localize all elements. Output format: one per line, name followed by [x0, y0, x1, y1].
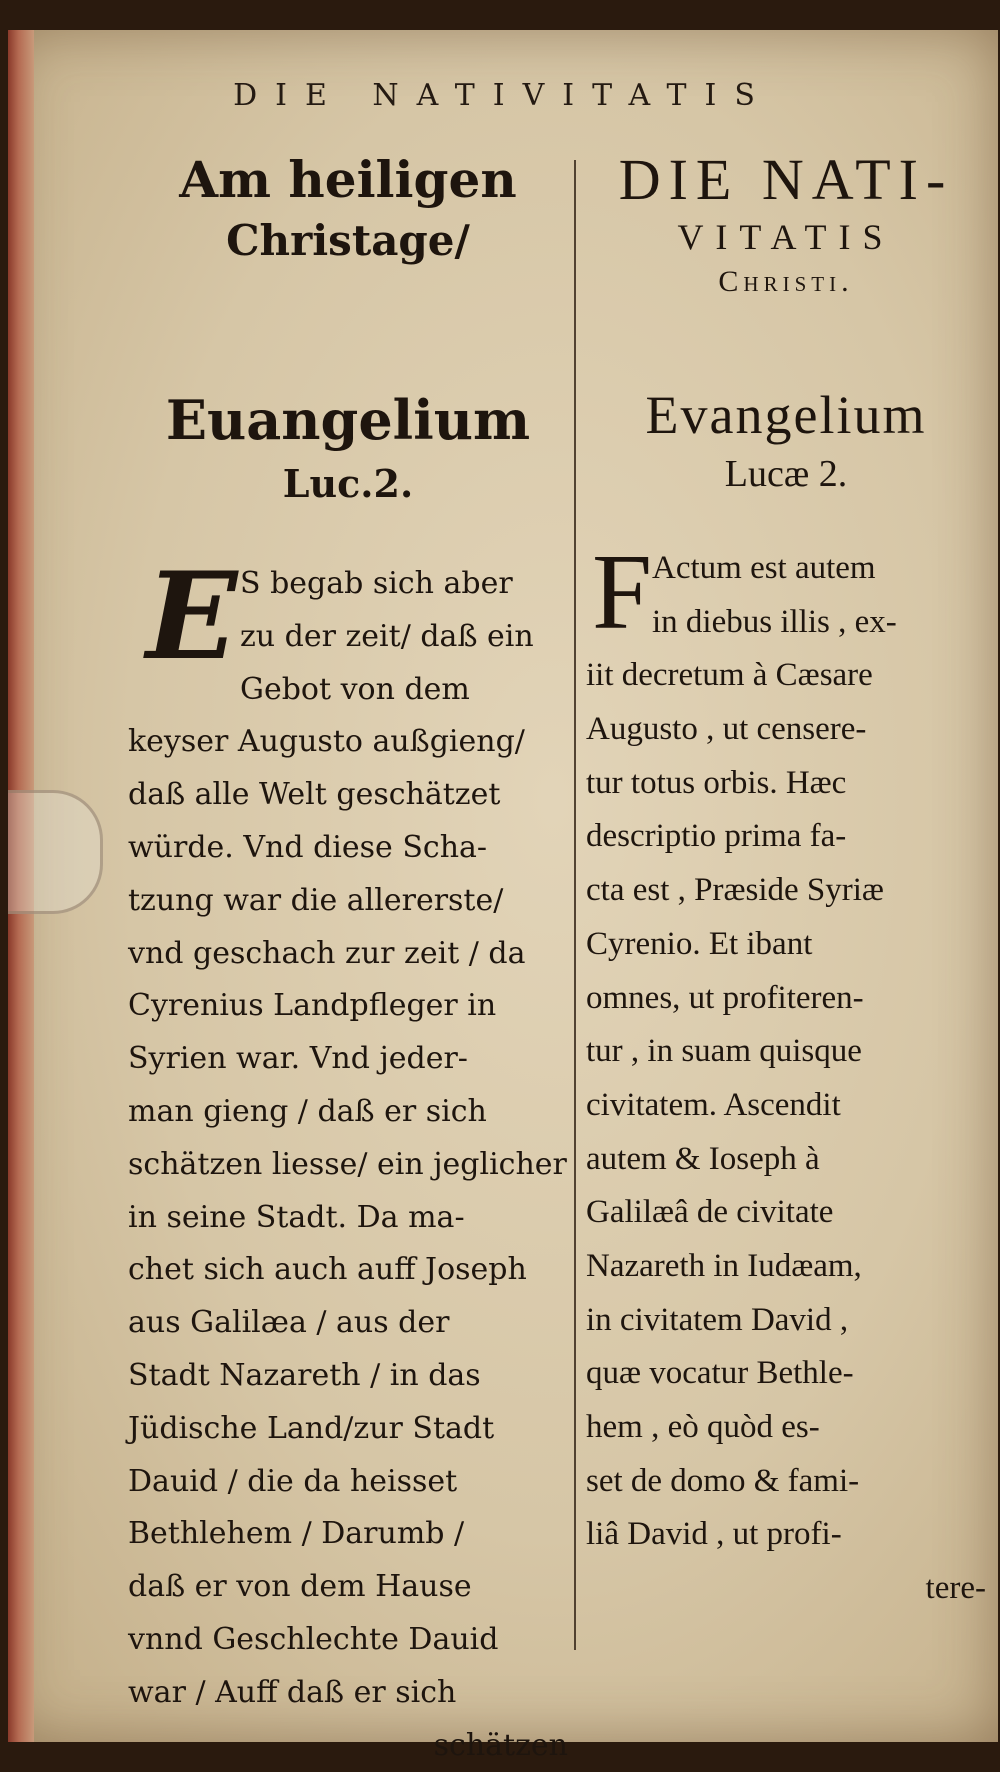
- german-line: man gieng / daß er sich: [128, 1093, 487, 1129]
- latin-title-line1: DIE NATI-: [618, 147, 954, 212]
- latin-line: Actum est autem: [652, 550, 876, 586]
- german-line: daß alle Welt geschätzet: [128, 777, 501, 813]
- latin-line: in civitatem David ,: [586, 1301, 849, 1338]
- latin-line: quæ vocatur Bethle-: [586, 1355, 854, 1392]
- german-line: tzung war die allererste/: [128, 882, 504, 918]
- book-page: [8, 30, 998, 1763]
- column-divider: [574, 160, 576, 1650]
- latin-body: [586, 533, 986, 1616]
- german-catchword: schätzen: [433, 1727, 568, 1763]
- latin-title-line3: Christi.: [718, 265, 854, 298]
- german-title-line2: Christage/: [226, 216, 470, 265]
- latin-line: hem , eò quòd es-: [586, 1409, 820, 1445]
- latin-line: descriptio prima fa-: [586, 818, 847, 855]
- latin-line: iit decretum à Cæsare: [586, 657, 873, 694]
- german-drop-initial: E: [146, 546, 238, 687]
- latin-line: tur totus orbis. Hæc: [586, 764, 847, 801]
- german-line: chet sich auch auff Joseph: [128, 1252, 527, 1288]
- german-line: Stadt Nazareth / in das: [128, 1357, 481, 1393]
- german-line: zu der zeit/ daß ein: [240, 618, 534, 654]
- german-column: [128, 148, 568, 1772]
- latin-evangelium-heading: Evangelium: [645, 385, 927, 445]
- latin-line: liâ David , ut profi-: [586, 1516, 842, 1553]
- german-line: vnnd Geschlechte Dauid: [128, 1621, 499, 1657]
- german-line: Syrien war. Vnd jeder-: [128, 1041, 468, 1077]
- latin-title-line2: VITATIS: [677, 217, 895, 257]
- german-line: Dauid / die da heisset: [128, 1463, 458, 1499]
- german-line: aus Galilæa / aus der: [128, 1305, 450, 1341]
- german-line: Gebot von dem: [240, 671, 470, 707]
- page-tab-marker: [8, 790, 103, 914]
- latin-line: tur , in suam quisque: [586, 1033, 862, 1070]
- latin-catchword: tere-: [925, 1570, 986, 1607]
- german-line: würde. Vnd diese Scha-: [128, 829, 488, 865]
- latin-line: Galilæâ de civitate: [586, 1194, 834, 1231]
- latin-line: autem & Ioseph à: [586, 1140, 820, 1177]
- german-reference: Luc.2.: [282, 461, 414, 506]
- german-title-line1: Am heiligen: [179, 150, 517, 209]
- latin-line: in diebus illis , ex-: [652, 603, 897, 640]
- latin-reference: Lucæ 2.: [724, 453, 848, 495]
- latin-line: cta est , Præside Syriæ: [586, 872, 884, 909]
- german-line: daß er von dem Hause: [128, 1569, 472, 1605]
- latin-line: Nazareth in Iudæam,: [586, 1247, 862, 1284]
- german-line: S begab sich aber: [240, 566, 513, 601]
- latin-column: [586, 148, 986, 1616]
- latin-line: set de domo & fami-: [586, 1462, 860, 1499]
- german-body: [128, 546, 568, 1772]
- german-line: Cyrenius Landpfleger in: [128, 988, 497, 1024]
- german-line: war / Auff daß er sich: [128, 1674, 457, 1710]
- latin-drop-initial: F: [592, 533, 653, 652]
- latin-line: omnes, ut profiteren-: [586, 979, 864, 1016]
- german-line: in seine Stadt. Da ma-: [128, 1199, 465, 1235]
- latin-line: Augusto , ut censere-: [586, 711, 867, 748]
- german-line: Bethlehem / Darumb /: [128, 1516, 465, 1552]
- running-head: DIE NATIVITATIS: [233, 78, 773, 113]
- german-evangelium-heading: Euangelium: [165, 388, 531, 452]
- german-line: schätzen liesse/ ein jeglicher: [128, 1146, 567, 1182]
- german-line: vnd geschach zur zeit / da: [128, 935, 526, 971]
- latin-line: civitatem. Ascendit: [586, 1086, 841, 1123]
- german-line: Jüdische Land/zur Stadt: [128, 1410, 495, 1446]
- german-line: keyser Augusto außgieng/: [128, 724, 525, 760]
- latin-line: Cyrenio. Et ibant: [586, 925, 813, 962]
